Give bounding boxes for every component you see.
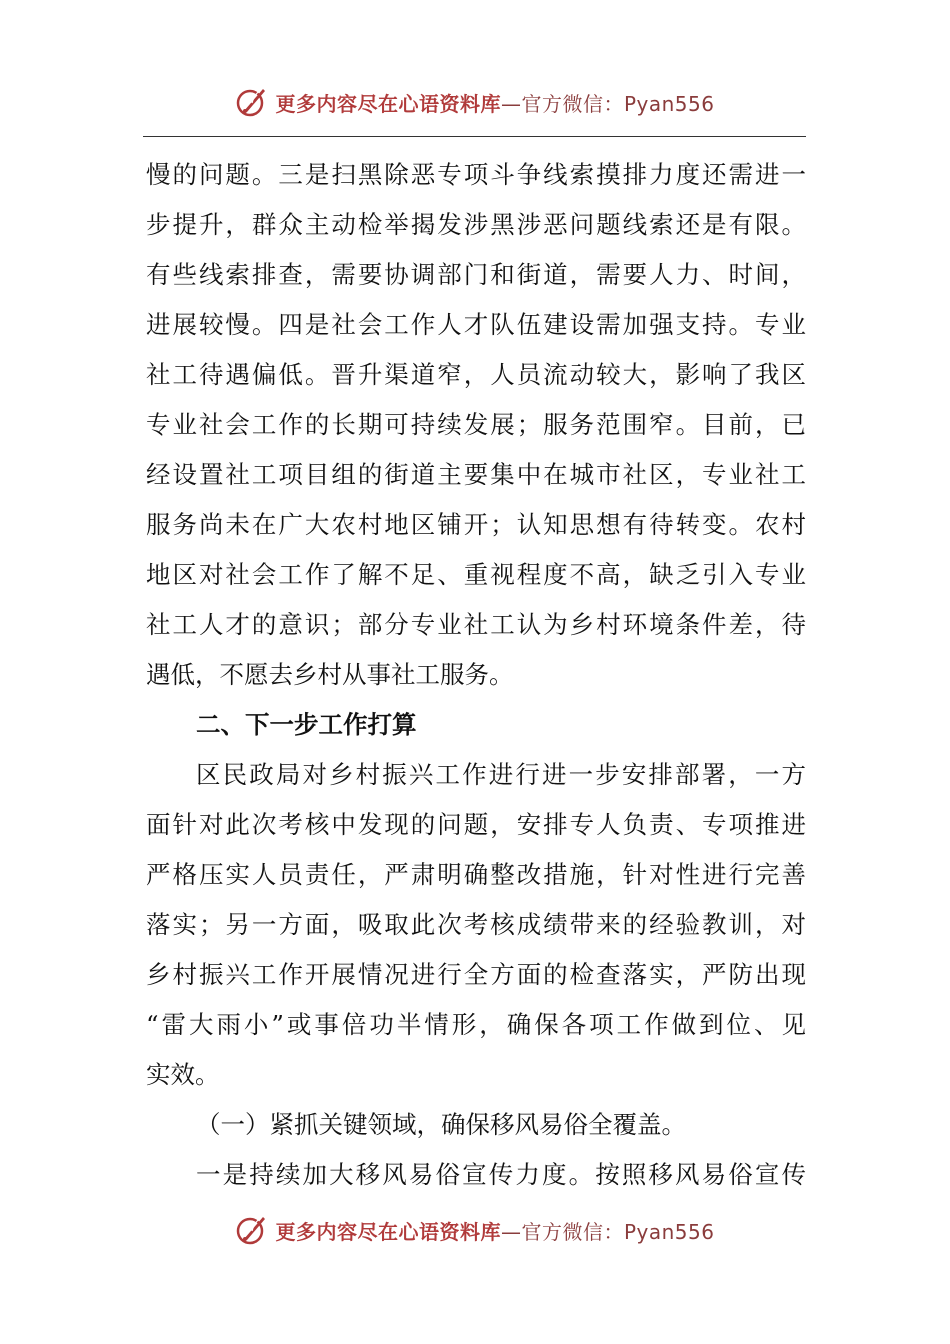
text-line: 进展较慢。四是社会工作人才队伍建设需加强支持。专业 <box>146 310 806 339</box>
footer-brand: 更多内容尽在心语资料库 <box>275 1219 501 1244</box>
quill-logo-icon <box>235 85 269 119</box>
quill-logo-icon <box>235 1213 269 1247</box>
paragraph-next-steps <box>146 750 806 1100</box>
header-contact: —官方微信：Pyan556 <box>500 91 715 116</box>
text-line: 慢的问题。三是扫黑除恶专项斗争线索摸排力度还需进一 <box>146 160 806 189</box>
text-line: 专业社会工作的长期可持续发展；服务范围窄。目前，已 <box>146 410 806 439</box>
text-line: 落实；另一方面，吸取此次考核成绩带来的经验教训，对 <box>146 910 806 939</box>
text-line: 区民政局对乡村振兴工作进行进一步安排部署，一方 <box>196 760 806 789</box>
text-line: 实效。 <box>146 1060 220 1089</box>
text-line: 社工待遇偏低。晋升渠道窄，人员流动较大，影响了我区 <box>146 360 806 389</box>
header-divider <box>143 136 806 137</box>
text-line: 面针对此次考核中发现的问题，安排专人负责、专项推进 <box>146 810 806 839</box>
paragraph-problems <box>146 150 806 700</box>
text-line: 遇低，不愿去乡村从事社工服务。 <box>146 660 514 689</box>
footer-banner <box>0 1208 950 1252</box>
text-line: 经设置社工项目组的街道主要集中在城市社区，专业社工 <box>146 460 806 489</box>
text-line: 一是持续加大移风易俗宣传力度。按照移风易俗宣传 <box>196 1160 806 1189</box>
text-line: 有些线索排查，需要协调部门和街道，需要人力、时间， <box>146 260 806 289</box>
text-line: “雷大雨小”或事倍功半情形，确保各项工作做到位、见 <box>146 1010 806 1039</box>
text-line: 社工人才的意识；部分专业社工认为乡村环境条件差，待 <box>146 610 806 639</box>
document-body <box>146 150 806 1200</box>
header-banner <box>0 80 950 124</box>
text-line: 乡村振兴工作开展情况进行全方面的检查落实，严防出现 <box>146 960 806 989</box>
text-line: 严格压实人员责任，严肃明确整改措施，针对性进行完善 <box>146 860 806 889</box>
subsection-heading: （一）紧抓关键领域，确保移风易俗全覆盖。 <box>196 1110 686 1139</box>
text-line: 服务尚未在广大农村地区铺开；认知思想有待转变。农村 <box>146 510 806 539</box>
text-line: 步提升，群众主动检举揭发涉黑涉恶问题线索还是有限。 <box>146 210 806 239</box>
section-heading: 二、下一步工作打算 <box>196 710 417 739</box>
text-line: 地区对社会工作了解不足、重视程度不高，缺乏引入专业 <box>146 560 806 589</box>
footer-contact: —官方微信：Pyan556 <box>500 1219 715 1244</box>
header-brand: 更多内容尽在心语资料库 <box>275 91 501 116</box>
